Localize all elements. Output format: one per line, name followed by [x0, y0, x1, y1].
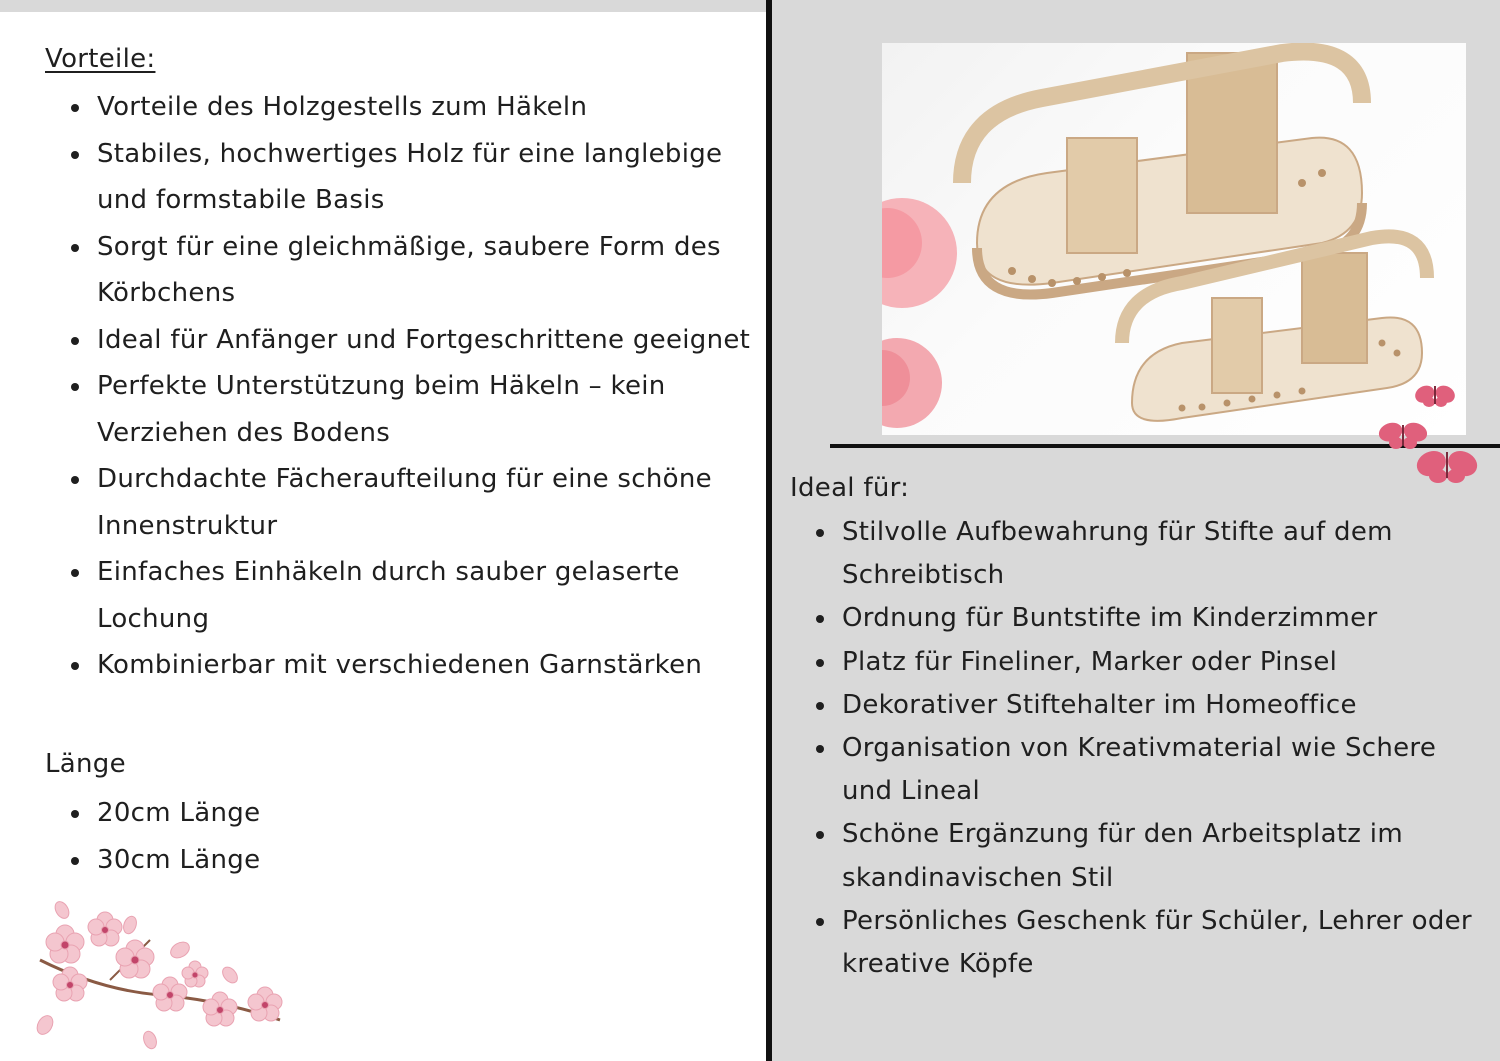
list-item: Ordnung für Buntstifte im Kinderzimmer — [790, 597, 1495, 640]
list-item: Stabiles, hochwertiges Holz für eine langlebige und formstabile Basis — [45, 131, 760, 224]
list-item: Einfaches Einhäkeln durch sauber gelaserte Lochung — [45, 549, 760, 642]
advantages-heading: Vorteile: — [45, 44, 156, 74]
list-item: Schöne Ergänzung für den Arbeitsplatz im skandinavischen Stil — [790, 813, 1495, 899]
length-heading: Länge — [45, 749, 126, 779]
pink-butterflies-icon — [1375, 372, 1485, 497]
cherry-blossom-branch-icon — [20, 900, 290, 1055]
ideal-list — [790, 511, 1495, 986]
list-item: Vorteile des Holzgestells zum Häkeln — [45, 84, 760, 131]
list-item: Perfekte Unterstützung beim Häkeln – kein Verziehen des Bodens — [45, 363, 760, 456]
list-item: 30cm Länge — [45, 837, 445, 884]
list-item: Sorgt für eine gleichmäßige, saubere Form des Körbchens — [45, 224, 760, 317]
length-list — [45, 790, 445, 884]
ideal-heading: Ideal für: — [790, 473, 910, 503]
list-item: Platz für Fineliner, Marker oder Pinsel — [790, 641, 1495, 684]
list-item: Ideal für Anfänger und Fortgeschrittene geeignet — [45, 317, 760, 364]
advantages-list — [45, 84, 760, 689]
list-item: Kombinierbar mit verschiedenen Garnstärken — [45, 642, 760, 689]
list-item: Dekorativer Stiftehalter im Homeoffice — [790, 684, 1495, 727]
list-item: Durchdachte Fächeraufteilung für eine schöne Innenstruktur — [45, 456, 760, 549]
list-item: 20cm Länge — [45, 790, 445, 837]
list-item: Persönliches Geschenk für Schüler, Lehrer oder kreative Köpfe — [790, 900, 1495, 986]
top-strip — [0, 0, 766, 12]
list-item: Stilvolle Aufbewahrung für Stifte auf dem Schreibtisch — [790, 511, 1495, 597]
list-item: Organisation von Kreativmaterial wie Schere und Lineal — [790, 727, 1495, 813]
